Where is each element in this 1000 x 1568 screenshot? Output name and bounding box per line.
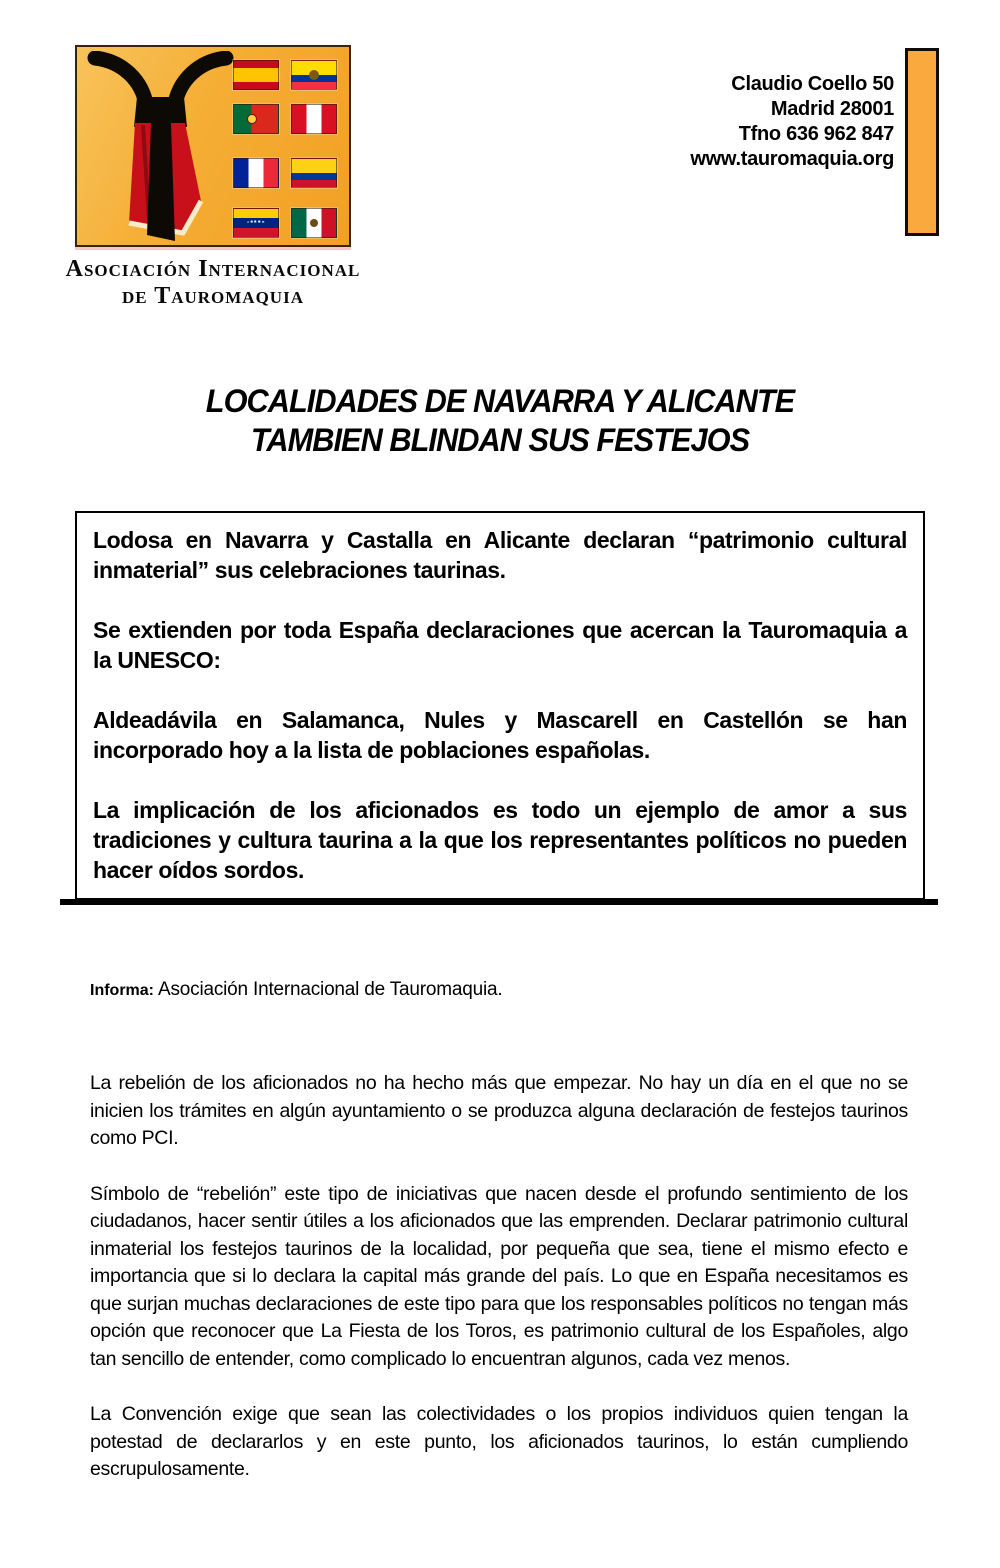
summary-paragraph-3: Aldeadávila en Salamanca, Nules y Mascarell en Castellón se han incorporado hoy a la lista de poblaciones españolas.	[93, 707, 907, 763]
flag-peru-icon	[291, 104, 337, 134]
accent-bar	[905, 48, 939, 236]
contact-phone: Tfno 636 962 847	[738, 123, 894, 145]
page-title-line2: TAMBIEN BLINDAN SUS FESTEJOS	[250, 422, 750, 458]
ecuador-crest	[309, 70, 319, 80]
body-paragraph-2: Símbolo de “rebelión” este tipo de iniciativas que nacen desde el profundo sentimiento de los ciudadanos, hacer sentir útiles a los aficionados que las emprenden. Declarar patrimonio cultural inmaterial los festejos taurinos de la localidad, por pequeña que sea, tiene el mismo efecto e importancia que si lo declara la capital más grande del país. Lo que en España necesitamos es que surjan muchas declaraciones de este tipo para que los responsables políticos no tengan más opción que reconocer que La Fiesta de los Toros, es patrimonio cultural de los Españoles, algo tan sencillo de entender, como complicado lo encuentran algunos, cada vez menos.	[90, 1182, 908, 1370]
summary-box-bottom-rule	[60, 899, 938, 905]
summary-box	[75, 511, 925, 900]
website-link[interactable]: www.tauromaquia.org	[690, 148, 894, 170]
bull-with-cape-icon	[83, 51, 238, 247]
page-title	[20, 382, 980, 460]
portugal-crest	[247, 114, 257, 124]
byline-label: Informa:	[90, 982, 154, 999]
contact-city: Madrid 28001	[770, 98, 894, 120]
body-paragraph-3: La Convención exige que sean las colectividades o los propios individuos quien tengan la potestad de declararlos y en este punto, los aficionados taurinos, lo están cumpliendo escrupulosamente.	[90, 1403, 908, 1480]
organization-name	[43, 256, 383, 310]
contact-block	[574, 72, 894, 172]
flag-mexico-icon	[291, 208, 337, 238]
byline	[90, 979, 502, 1001]
flag-ecuador-icon	[291, 60, 337, 90]
flag-france-icon	[233, 158, 279, 188]
organization-name-line2: de Tauromaquia	[122, 283, 304, 309]
flag-colombia-icon	[291, 158, 337, 188]
mexico-eagle	[310, 219, 318, 227]
body-paragraph-1: La rebelión de los aficionados no ha hecho más que empezar. No hay un día en el que no se inicien los trámites en algún ayuntamiento o se produzca alguna declaración de festejos taurinos como PCI.	[90, 1072, 908, 1149]
logo-bottom-stripe	[75, 245, 351, 250]
flag-spain-icon	[233, 60, 279, 90]
flag-portugal-icon	[233, 104, 279, 134]
contact-address: Claudio Coello 50	[731, 73, 894, 95]
summary-paragraph-1: Lodosa en Navarra y Castalla en Alicante declaran “patrimonio cultural inmaterial” sus celebraciones taurinas.	[93, 527, 907, 583]
organization-name-line1: Asociación Internacional	[65, 256, 361, 282]
page-title-line1: LOCALIDADES DE NAVARRA Y ALICANTE	[205, 383, 795, 419]
byline-text: Asociación Internacional de Tauromaquia.	[154, 979, 503, 1000]
association-logo	[75, 45, 351, 245]
summary-paragraph-4: La implicación de los aficionados es todo un ejemplo de amor a sus tradiciones y cultura taurina a la que los representantes políticos no pueden hacer oídos sordos.	[93, 797, 907, 883]
venezuela-stars	[247, 221, 265, 226]
article-body	[90, 1070, 908, 1512]
flag-venezuela-icon	[233, 208, 279, 238]
summary-paragraph-2: Se extienden por toda España declaraciones que acercan la Tauromaquia a la UNESCO:	[93, 617, 907, 673]
